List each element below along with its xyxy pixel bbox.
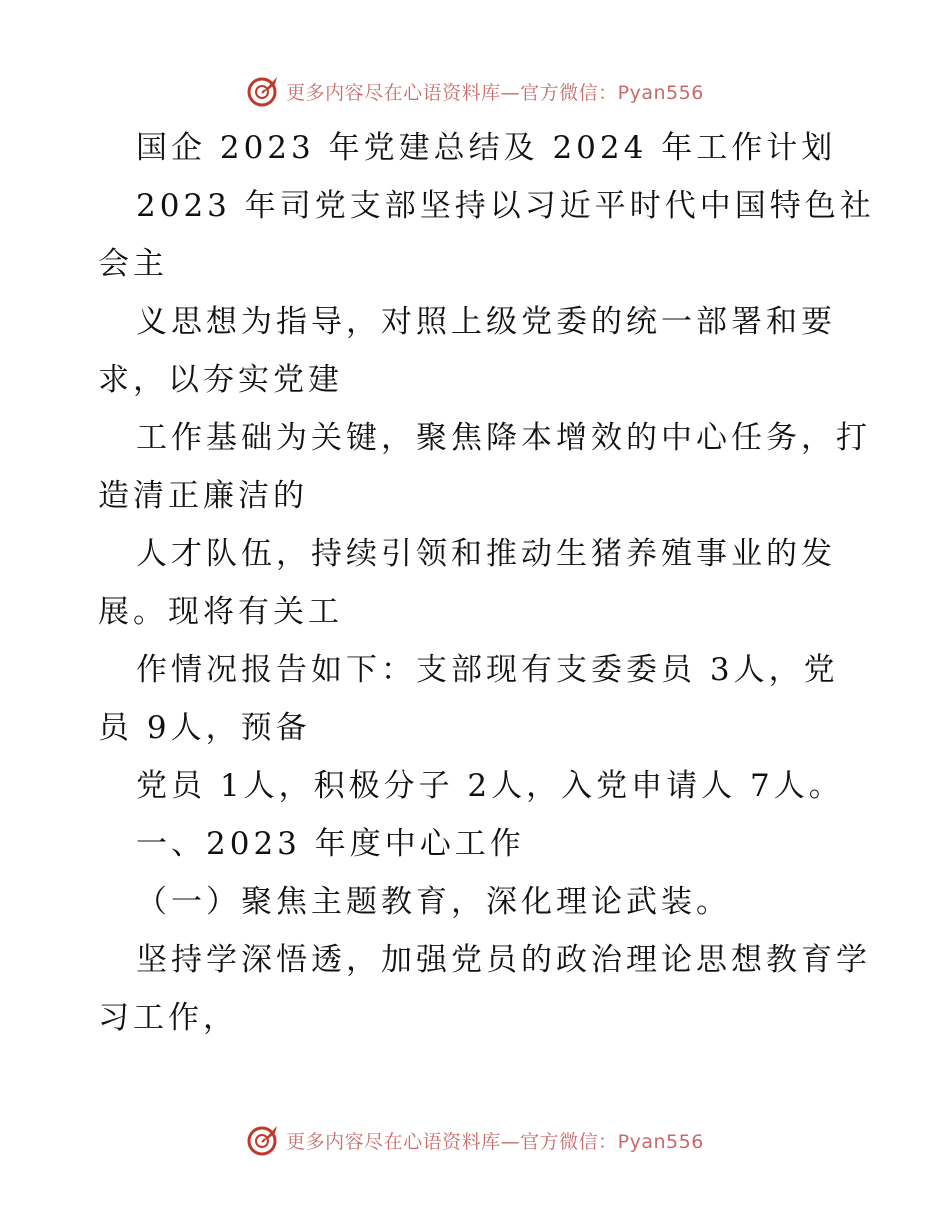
paragraph-line: 习工作， [98,1000,238,1036]
paragraph-line: 员 9人，预备 [98,710,311,746]
paragraph-line: 展。现将有关工 [98,594,343,630]
section-heading: 一、2023 年度中心工作 [136,826,525,862]
footer-watermark [0,1120,950,1160]
paragraph-line: 义思想为指导，对照上级党委的统一部署和要 [136,304,836,340]
quill-logo-icon [246,74,280,108]
paragraph-line: 人才队伍，持续引领和推动生猪养殖事业的发 [136,536,836,572]
paragraph-line: 党员 1人，积极分子 2人，入党申请人 7人。 [136,768,844,804]
watermark-text: 更多内容尽在心语资料库—官方微信：Pyan556 [286,81,704,104]
paragraph-line: 求，以夯实党建 [98,362,343,398]
header-watermark [0,71,950,111]
paragraph-line: 作情况报告如下：支部现有支委委员 3人，党 [136,652,839,688]
paragraph-line: 会主 [98,246,168,282]
quill-logo-icon [246,1123,280,1157]
paragraph-line: 造清正廉洁的 [98,478,308,514]
paragraph-line: 2023 年司党支部坚持以习近平时代中国特色社 [136,188,875,224]
subsection-heading: （一）聚焦主题教育，深化理论武装。 [136,884,731,920]
watermark-text: 更多内容尽在心语资料库—官方微信：Pyan556 [286,1130,704,1153]
document-title: 国企 2023 年党建总结及 2024 年工作计划 [136,130,837,166]
paragraph-line: 坚持学深悟透，加强党员的政治理论思想教育学 [136,942,871,978]
paragraph-line: 工作基础为关键，聚焦降本增效的中心任务，打 [136,420,871,456]
